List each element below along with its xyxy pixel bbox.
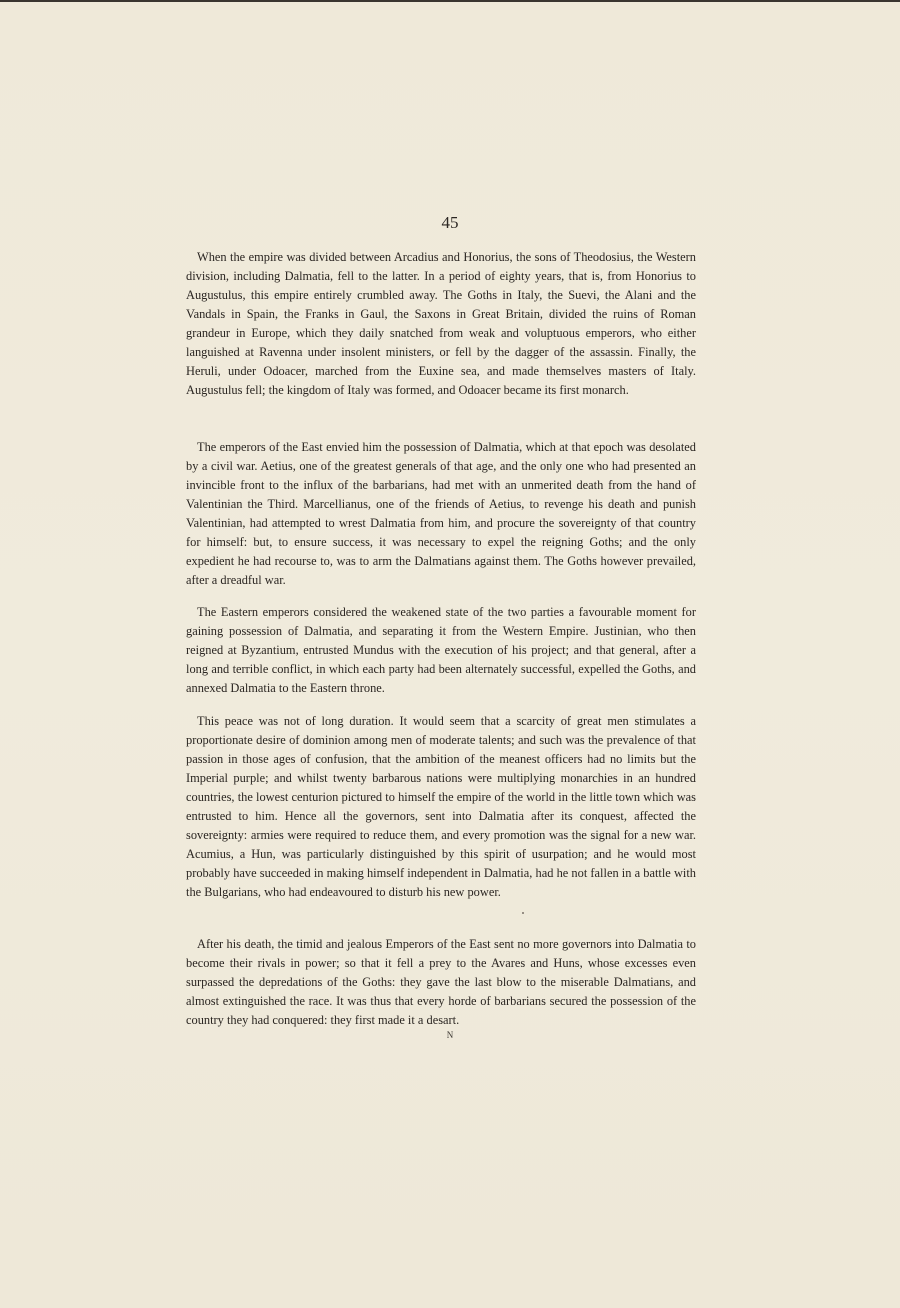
paragraph-4 <box>186 712 696 902</box>
page-number: 45 <box>441 213 459 232</box>
paragraph-5 <box>186 935 696 1030</box>
paragraph-2 <box>186 438 696 590</box>
page-top-edge <box>0 0 900 2</box>
paragraph-1 <box>186 248 696 400</box>
paragraph-text: The Eastern emperors considered the weakened state of the two parties a favourable moment for gaining possession of Dalmatia, and separating it from the Western Empire. Justinian, who then reigned at Byzantium, entrusted Mundus with the execution of his project; and that general, after a long and terrible conflict, in which each party had been alternately successful, expelled the Goths, and annexed Dalmatia to the Eastern throne. <box>186 605 696 695</box>
paragraph-text: The emperors of the East envied him the possession of Dalmatia, which at that epoch was desolated by a civil war. Aetius, one of the greatest generals of that age, and the only one who had presented an invincible front to the influx of the barbarians, had met with an unmerited death from the hand of Valentinian the Third. Marcellianus, one of the friends of Aetius, to revenge his death and punish Valentinian, had attempted to wrest Dalmatia from him, and procure the sovereignty of that country for himself: but, to ensure success, it was necessary to expel the reigning Goths; and the only expedient he had recourse to, was to arm the Dalmatians against them. The Goths however prevailed, after a dreadful war. <box>186 440 696 587</box>
paragraph-text: After his death, the timid and jealous Emperors of the East sent no more governors into Dalmatia to become their rivals in power; so that it fell a prey to the Avares and Huns, whose excesses even surpassed the depredations of the Goths: they gave the last blow to the miserable Dalmatians, and almost extinguished the race. It was thus that every horde of barbarians secured the possession of the country they had conquered: they first made it a desart. <box>186 937 696 1027</box>
signature-mark: N <box>446 1030 454 1040</box>
paragraph-3 <box>186 603 696 698</box>
paragraph-text: This peace was not of long duration. It would seem that a scarcity of great men stimulates a proportionate desire of dominion among men of moderate talents; and such was the prevalence of that passion in those ages of confusion, that the ambition of the meanest officers had no limits but the Imperial purple; and whilst twenty barbarous nations were multiplying monarchies in an hundred countries, the lowest centurion pictured to himself the empire of the world in the little town which was entrusted to him. Hence all the governors, sent into Dalmatia after its conquest, affected the sovereignty: armies were required to reduce them, and every promotion was the signal for a new war. Acumius, a Hun, was particularly distinguished by this spirit of usurpation; and he would most probably have succeeded in making himself independent in Dalmatia, had he not fallen in a battle with the Bulgarians, who had endeavoured to disturb his new power. <box>186 714 696 899</box>
ink-speck <box>522 912 524 914</box>
paragraph-text: When the empire was divided between Arcadius and Honorius, the sons of Theodosius, the Western division, including Dalmatia, fell to the latter. In a period of eighty years, that is, from Honorius to Augustulus, this empire entirely crumbled away. The Goths in Italy, the Suevi, the Alani and the Vandals in Spain, the Franks in Gaul, the Saxons in Great Britain, divided the ruins of Roman grandeur in Europe, which they daily snatched from weak and voluptuous emperors, who either languished at Ravenna under insolent ministers, or fell by the dagger of the assassin. Finally, the Heruli, under Odoacer, marched from the Euxine sea, and made themselves masters of Italy. Augustulus fell; the kingdom of Italy was formed, and Odoacer became its first monarch. <box>186 250 696 397</box>
